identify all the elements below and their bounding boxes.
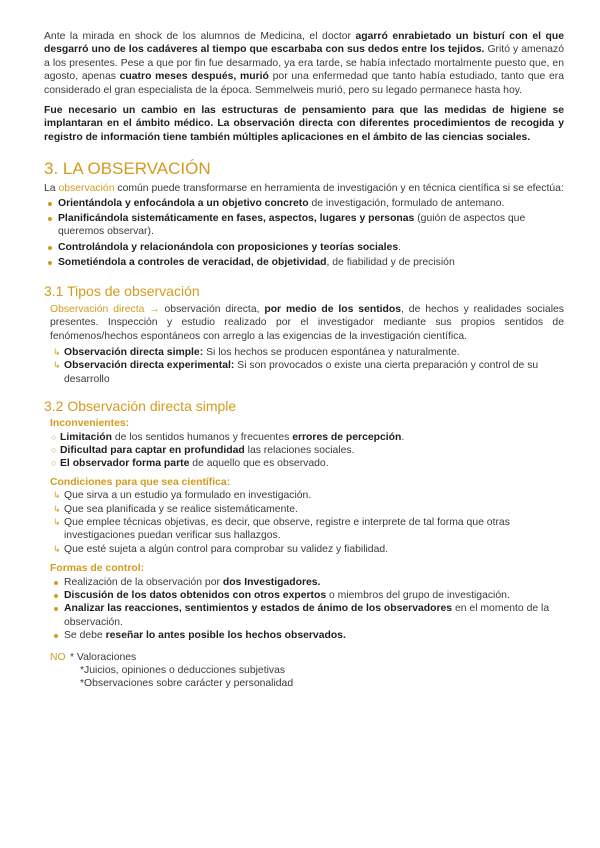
no-item: * Valoraciones <box>70 651 137 663</box>
document-page <box>44 30 564 691</box>
list-item: Realización de la observación por dos Investigadores. <box>50 576 564 589</box>
intro-paragraph-1: Ante la mirada en shock de los alumnos de Medicina, el doctor agarró enrabietado un bisturí con el que desgarró uno de los cadáveres al tiempo que escarbaba con sus dedos entre los tejidos. Gritó y amenazó a los presentes. Pese a que por fin fue desarmado, ya era tarde, se había infectado mortalmente puesto que, en agosto, apenas cuatro meses después, murió por una enfermedad que tanto había estudiado, tanto que era considerado el gran especialista de la época. Semmelweis murió, pero su legado permanece hasta hoy. <box>44 31 564 96</box>
list-item: ↳ Observación directa simple: Si los hechos se producen espontánea y naturalmente. <box>53 346 460 358</box>
section-3-1-title: 3.1 Tipos de observación <box>44 282 200 299</box>
direct-observation-definition: Observación directa → observación directa, por medio de los sentidos, de hechos y realidades sociales presentes. Inspección y estudio realizado por el investigador mediante sus propios sentidos de fenómenos/hechos espontáneos con arreglo a las exigencias de la investigación científica. <box>50 303 564 342</box>
list-item: Orientándola y enfocándola a un objetivo concreto de investigación, formulado de antemano. <box>44 197 564 210</box>
inconvenients-list <box>44 431 564 471</box>
no-item: *Observaciones sobre carácter y personalidad <box>80 678 294 690</box>
arrow-bullet-icon: ↳ <box>53 360 61 371</box>
list-item: Sometiéndola a controles de veracidad, de objetividad, de fiabilidad y de precisión <box>44 256 564 269</box>
section-3-intro: La observación común puede transformarse en herramienta de investigación y en técnica científica si se efectúa: <box>44 183 564 195</box>
list-item: ↳ Que esté sujeta a algún control para comprobar su validez y fiabilidad. <box>53 543 389 555</box>
list-item: Controlándola y relacionándola con proposiciones y teorías sociales. <box>44 241 564 254</box>
no-label: NO <box>50 651 66 663</box>
list-item: Analizar las reacciones, sentimientos y estados de ánimo de los observadores en el momento de la observación. <box>50 602 564 629</box>
list-item: ↳ Que sirva a un estudio ya formulado en investigación. <box>53 490 312 502</box>
control-forms-heading: Formas de control: <box>50 563 145 575</box>
circle-bullet-icon: ○ <box>51 458 57 469</box>
inconvenients-heading: Inconvenientes: <box>50 418 130 430</box>
list-item: Se debe reseñar lo antes posible los hechos observados. <box>50 629 564 642</box>
list-item: ↳ Que emplee técnicas objetivas, es decir, que observe, registre e interprete de tal forma que otras investigaciones puedan verificar sus hallazgos. <box>53 516 510 542</box>
observation-types-list <box>44 346 564 386</box>
no-block <box>44 651 564 691</box>
section-3-2-title: 3.2 Observación directa simple <box>44 398 237 415</box>
list-item: ↳ Observación directa experimental: Si son provocados o existe una cierta preparación y control de su desarrollo <box>53 360 539 385</box>
arrow-bullet-icon: ↳ <box>53 490 61 501</box>
arrow-bullet-icon: ↳ <box>53 503 61 514</box>
circle-bullet-icon: ○ <box>51 444 57 455</box>
intro-paragraph-2: Fue necesario un cambio en las estructuras de pensamiento para que las medidas de higiene se implantaran en el ámbito médico. La observación directa con diferentes procedimientos de recogida y registro de información tiene también múltiples aplicaciones en el ámbito de las ciencias sociales. <box>44 105 564 143</box>
list-item: Planificándola sistemáticamente en fases, aspectos, lugares y personas (guión de aspectos que queremos observar). <box>44 212 564 239</box>
arrow-bullet-icon: ↳ <box>53 346 61 357</box>
list-item: ○ El observador forma parte de aquello que es observado. <box>51 458 329 470</box>
control-forms-list <box>44 576 564 643</box>
list-item: ↳ Que sea planificada y se realice sistemáticamente. <box>53 503 298 515</box>
list-item: ○ Dificultad para captar en profundidad las relaciones sociales. <box>51 444 355 456</box>
arrow-bullet-icon: ↳ <box>53 516 61 527</box>
section-3-bullet-list <box>44 197 564 270</box>
no-item: *Juicios, opiniones o deducciones subjetivas <box>80 665 286 677</box>
list-item: ○ Limitación de los sentidos humanos y frecuentes errores de percepción. <box>51 431 405 443</box>
conditions-heading: Condiciones para que sea científica: <box>50 476 231 488</box>
arrow-bullet-icon: ↳ <box>53 543 61 554</box>
list-item: Discusión de los datos obtenidos con otros expertos o miembros del grupo de investigación. <box>50 589 564 602</box>
section-3-title: 3. LA OBSERVACIÓN <box>44 159 211 179</box>
conditions-list <box>44 489 564 556</box>
circle-bullet-icon: ○ <box>51 431 57 442</box>
